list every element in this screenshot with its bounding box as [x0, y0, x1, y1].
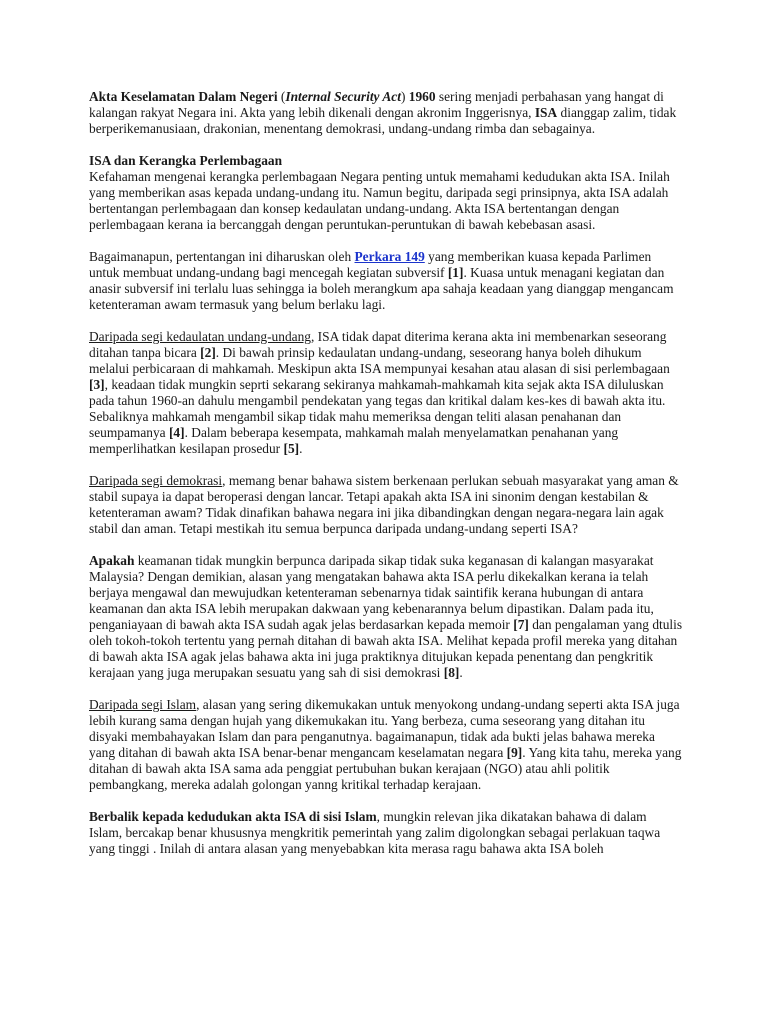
paragraph-apakah	[89, 553, 683, 681]
section-heading: ISA dan Kerangka Perlembagaan	[89, 153, 283, 168]
text-run: , memang benar bahawa sistem berkenaan perlukan sebuah masyarakat yang aman & stabil supaya ia dapat beroperasi dengan lancar. Tetapi apakah akta ISA ini sinonim dengan kestabilan & ketenteraman awam? Tidak dinafikan bahawa negara ini jika dibandingkan dengan negara-negara lain agak stabil dan aman. Tetapi mestikah itu semua berpunca daripada undang-undang seperti ISA?	[89, 473, 679, 536]
reference-marker: [2]	[200, 345, 216, 360]
paragraph-intro	[89, 89, 683, 137]
document-body	[89, 89, 683, 857]
paragraph-kerangka: Kefahaman mengenai kerangka perlembagaan Negara penting untuk memahami kedudukan akta ISA. Inilah yang memberikan asas kepada undang-undang itu. Namun begitu, daripada segi prinsipnya, akta ISA adalah bertentangan perlembagaan dan konsep kedaulatan undang-undang. Akta ISA bertentangan dengan perlembagaan kerana ia bercanggah dengan peruntukan-peruntukan di bawah kebebasan asasi.	[89, 169, 670, 232]
text-run: , keadaan tidak mungkin seprti sekarang sekiranya mahkamah-mahkamah kita sejak akta ISA diluluskan pada tahun 1960-an dahulu mengambil pendekatan yang tegas dan kritikal dalam kes-kes di bawah akta itu. Sebaliknya mahkamah mengambil sikap tidak mahu memeriksa dengan teliti alasan penahanan dan seumpamanya	[89, 377, 666, 440]
text-run: , alasan yang sering dikemukakan untuk menyokong undang-undang seperti akta ISA juga lebih kurang sama dengan hujah yang dikemukakan itu. Yang berbeza, cuma seseorang yang ditahan itu disyaki membahayakan Islam dan para penganutnya. bagaimanapun, tidak ada bukti jelas bahawa mereka yang ditahan di bawah akta ISA benar-benar mengancam keselamatan negara	[89, 697, 680, 760]
text-run: . Dalam beberapa kesempata, mahkamah malah menyelamatkan penahanan yang memperlihatkan kesilapan prosedur	[89, 425, 619, 456]
underlined-text: Daripada segi demokrasi	[89, 473, 223, 488]
reference-marker: [5]	[283, 441, 300, 456]
text-run: .	[299, 441, 303, 456]
text-run: , ISA tidak dapat diterima kerana akta ini membenarkan seseorang ditahan tanpa bicara	[89, 329, 667, 360]
text-run: yang memberikan kuasa kepada Parlimen untuk membuat undang-undang bagi mencegah kegiatan subversif	[89, 249, 652, 280]
text-run: . Yang kita tahu, mereka yang ditahan di bawah akta ISA sama ada penggiat pertubuhan bukan kerajaan (NGO) atau ahli politik pembangkang, mereka adalah golongan yanng kritikal terhadap kerajaan.	[89, 745, 682, 792]
reference-marker: [4]	[168, 425, 185, 440]
text-run: dianggap zalim, tidak berperikemanusiaan, drakonian, menentang demokrasi, undang-undang rimba dan sebagainya.	[89, 105, 677, 136]
reference-marker: [3]	[89, 377, 105, 392]
reference-marker: [8]	[443, 665, 460, 680]
text-run: , mungkin relevan jika dikatakan bahawa di dalam Islam, bercakap benar khususnya mengkritik pemerintah yang zalim digolongkan sebagai perlakuan taqwa yang tinggi . Inilah di antara alasan yang menyebabkan kita merasa ragu bahawa akta ISA boleh	[89, 809, 661, 856]
reference-marker: [7]	[513, 617, 529, 632]
text-run: (	[277, 89, 286, 104]
paragraph-perkara	[89, 249, 683, 313]
bold-text: ISA	[534, 105, 558, 120]
text-run: .	[459, 665, 463, 680]
italic-text: Internal Security Act	[285, 89, 401, 104]
bold-text: Akta Keselamatan Dalam Negeri	[89, 89, 278, 104]
bold-text: 1960	[408, 89, 436, 104]
text-run: keamanan tidak mungkin berpunca daripada sikap tidak suka keganasan di kalangan masyarakat Malaysia? Dengan demikian, alasan yang mengatakan bahawa akta ISA perlu dikekalkan kerana ia telah berjaya mengawal dan mewujudkan ketenteraman sebenarnya tidak saintifik kerana hubungan di antara keamanan dan akta ISA lebih merupakan dakwaan yang kebenarannya belum dipastikan. Dalam pada itu, penganiayaan di bawah akta ISA sudah agak jelas berdasarkan kepada memoir	[89, 553, 654, 632]
bold-text: Berbalik kepada kedudukan akta ISA di sisi Islam	[89, 809, 377, 824]
paragraph-islam	[89, 697, 683, 793]
bold-text: Apakah	[89, 553, 135, 568]
reference-marker: [1]	[447, 265, 464, 280]
text-run: dan pengalaman yang dtulis oleh tokoh-tokoh tertentu yang pernah ditahan di bawah akta ISA. Melihat kepada profil mereka yang ditahan di bawah akta ISA agak jelas bahawa akta ini juga praktiknya ditujukan kepada penentang dan pengkritik kerajaan yang juga merupakan sesuatu yang sah di sisi demokrasi	[89, 617, 683, 680]
paragraph-kedaulatan	[89, 329, 683, 457]
text-run: . Kuasa untuk menagani kegiatan dan anasir subversif ini terlalu luas sehingga ia boleh merangkum apa sahaja keadaan yang dianggap mengancam ketenteraman awam termasuk yang belum berlaku lagi.	[89, 265, 674, 312]
underlined-text: Daripada segi kedaulatan undang-undang	[89, 329, 311, 344]
text-run: )	[400, 89, 409, 104]
paragraph-berbalik	[89, 809, 683, 857]
paragraph-demokrasi	[89, 473, 683, 537]
perkara-149-link[interactable]: Perkara 149	[354, 249, 425, 264]
underlined-text: Daripada segi Islam	[89, 697, 197, 712]
text-run: sering menjadi perbahasan yang hangat di kalangan rakyat Negara ini. Akta yang lebih dikenali dengan akronim Inggerisnya,	[89, 89, 664, 120]
reference-marker: [9]	[506, 745, 523, 760]
text-run: Bagaimanapun, pertentangan ini diharuskan oleh	[89, 249, 355, 264]
text-run: . Di bawah prinsip kedaulatan undang-undang, seseorang hanya boleh dihukum melalui perbicaraan di mahkamah. Meskipun akta ISA mempunyai kesahan atau alasan di sisi perlembagaan	[89, 345, 670, 376]
